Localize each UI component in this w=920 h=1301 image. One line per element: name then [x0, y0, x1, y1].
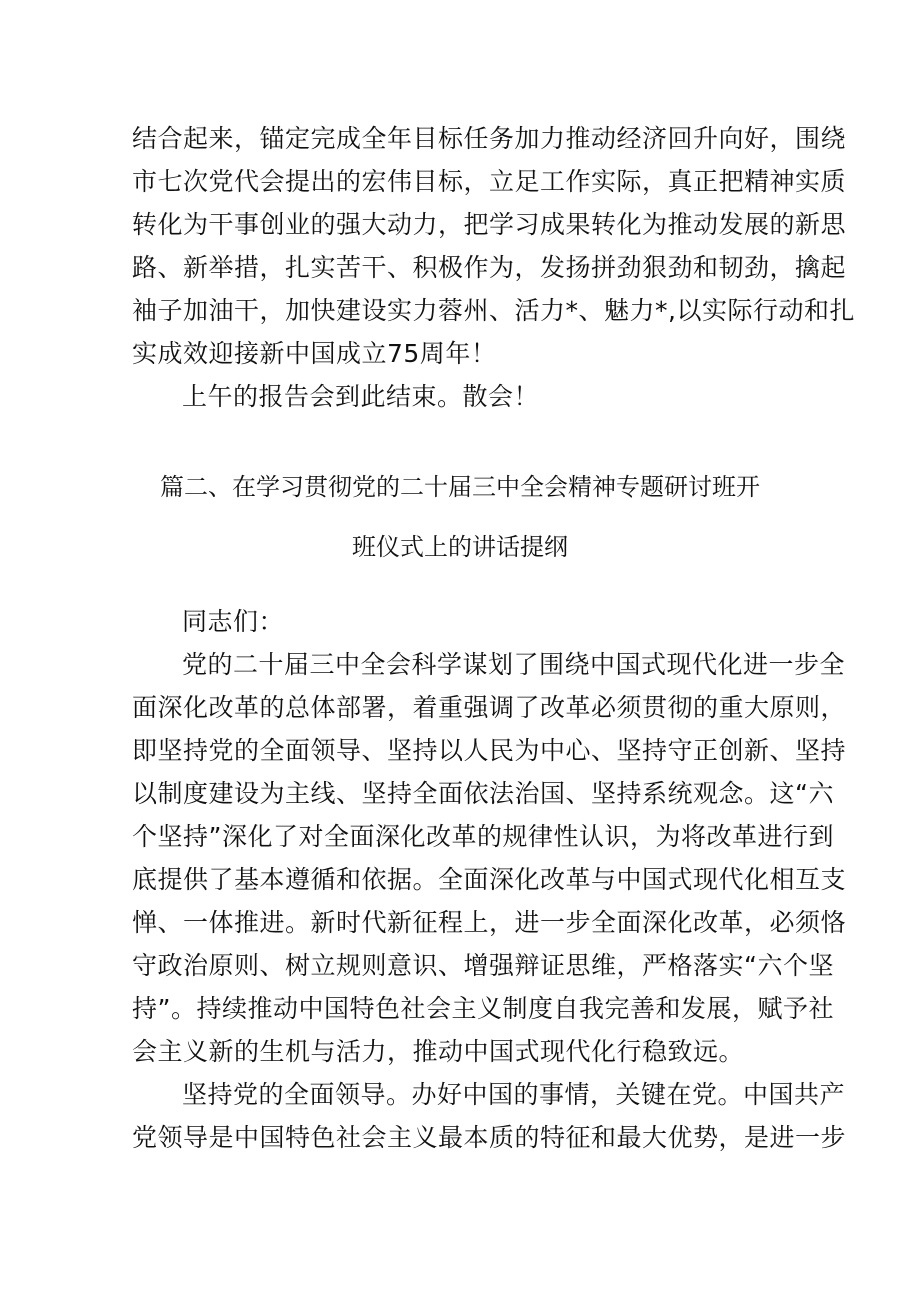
text-line: 市七次党代会提出的宏伟目标，立足工作实际，真正把精神实质 — [132, 167, 847, 196]
text-line: 党领导是中国特色社会主义最本质的特征和最大优势，是进一步 — [132, 1123, 847, 1152]
text-line: 坚持党的全面领导。办好中国的事情，关键在党。中国共产 — [182, 1080, 846, 1109]
text-line: 以制度建设为主线、坚持全面依法治国、坚持系统观念。这“六 — [132, 779, 834, 808]
text-line: 实成效迎接新中国成立75周年！ — [132, 339, 497, 368]
text-line: 守政治原则、树立规则意识、增强辩证思维，严格落实“六个坚 — [132, 951, 834, 980]
text-line: 路、新举措，扎实苦干、积极作为，发扬拼劲狠劲和韧劲，擒起 — [132, 253, 847, 282]
text-line: 底提供了基本遵循和依据。全面深化改革与中国式现代化相互支 — [132, 865, 847, 894]
text-line: 面深化改革的总体部署，着重强调了改革必须贯彻的重大原则， — [132, 693, 847, 722]
speech-body — [132, 600, 847, 1159]
section-title-line-1: 篇二、在学习贯彻党的二十届三中全会精神专题研讨班开 — [160, 473, 760, 501]
closing-line: 上午的报告会到此结束。散会！ — [182, 382, 540, 411]
text-line: 党的二十届三中全会科学谋划了围绕中国式现代化进一步全 — [182, 650, 846, 679]
text-line: 结合起来，锚定完成全年目标任务加力推动经济回升向好，围绕 — [132, 124, 847, 153]
continuation-paragraph — [132, 117, 855, 418]
text-line: 转化为干事创业的强大动力，把学习成果转化为推动发展的新思 — [132, 210, 847, 239]
text-line: 个坚持”深化了对全面深化改革的规律性认识，为将改革进行到 — [132, 822, 834, 851]
section-title-line-2: 班仪式上的讲话提纲 — [352, 533, 568, 561]
text-line: 会主义新的生机与活力，推动中国式现代化行稳致远。 — [132, 1037, 745, 1066]
text-line: 即坚持党的全面领导、坚持以人民为中心、坚持守正创新、坚持 — [132, 736, 847, 765]
text-line: 惮、一体推进。新时代新征程上，进一步全面深化改革，必须恪 — [132, 908, 847, 937]
text-line: 袖子加油干，加快建设实力蓉州、活力*、魅力*,以实际行动和扎 — [132, 296, 855, 325]
text-line: 持”。持续推动中国特色社会主义制度自我完善和发展，赋予社 — [132, 994, 834, 1023]
salutation: 同志们： — [182, 607, 285, 636]
